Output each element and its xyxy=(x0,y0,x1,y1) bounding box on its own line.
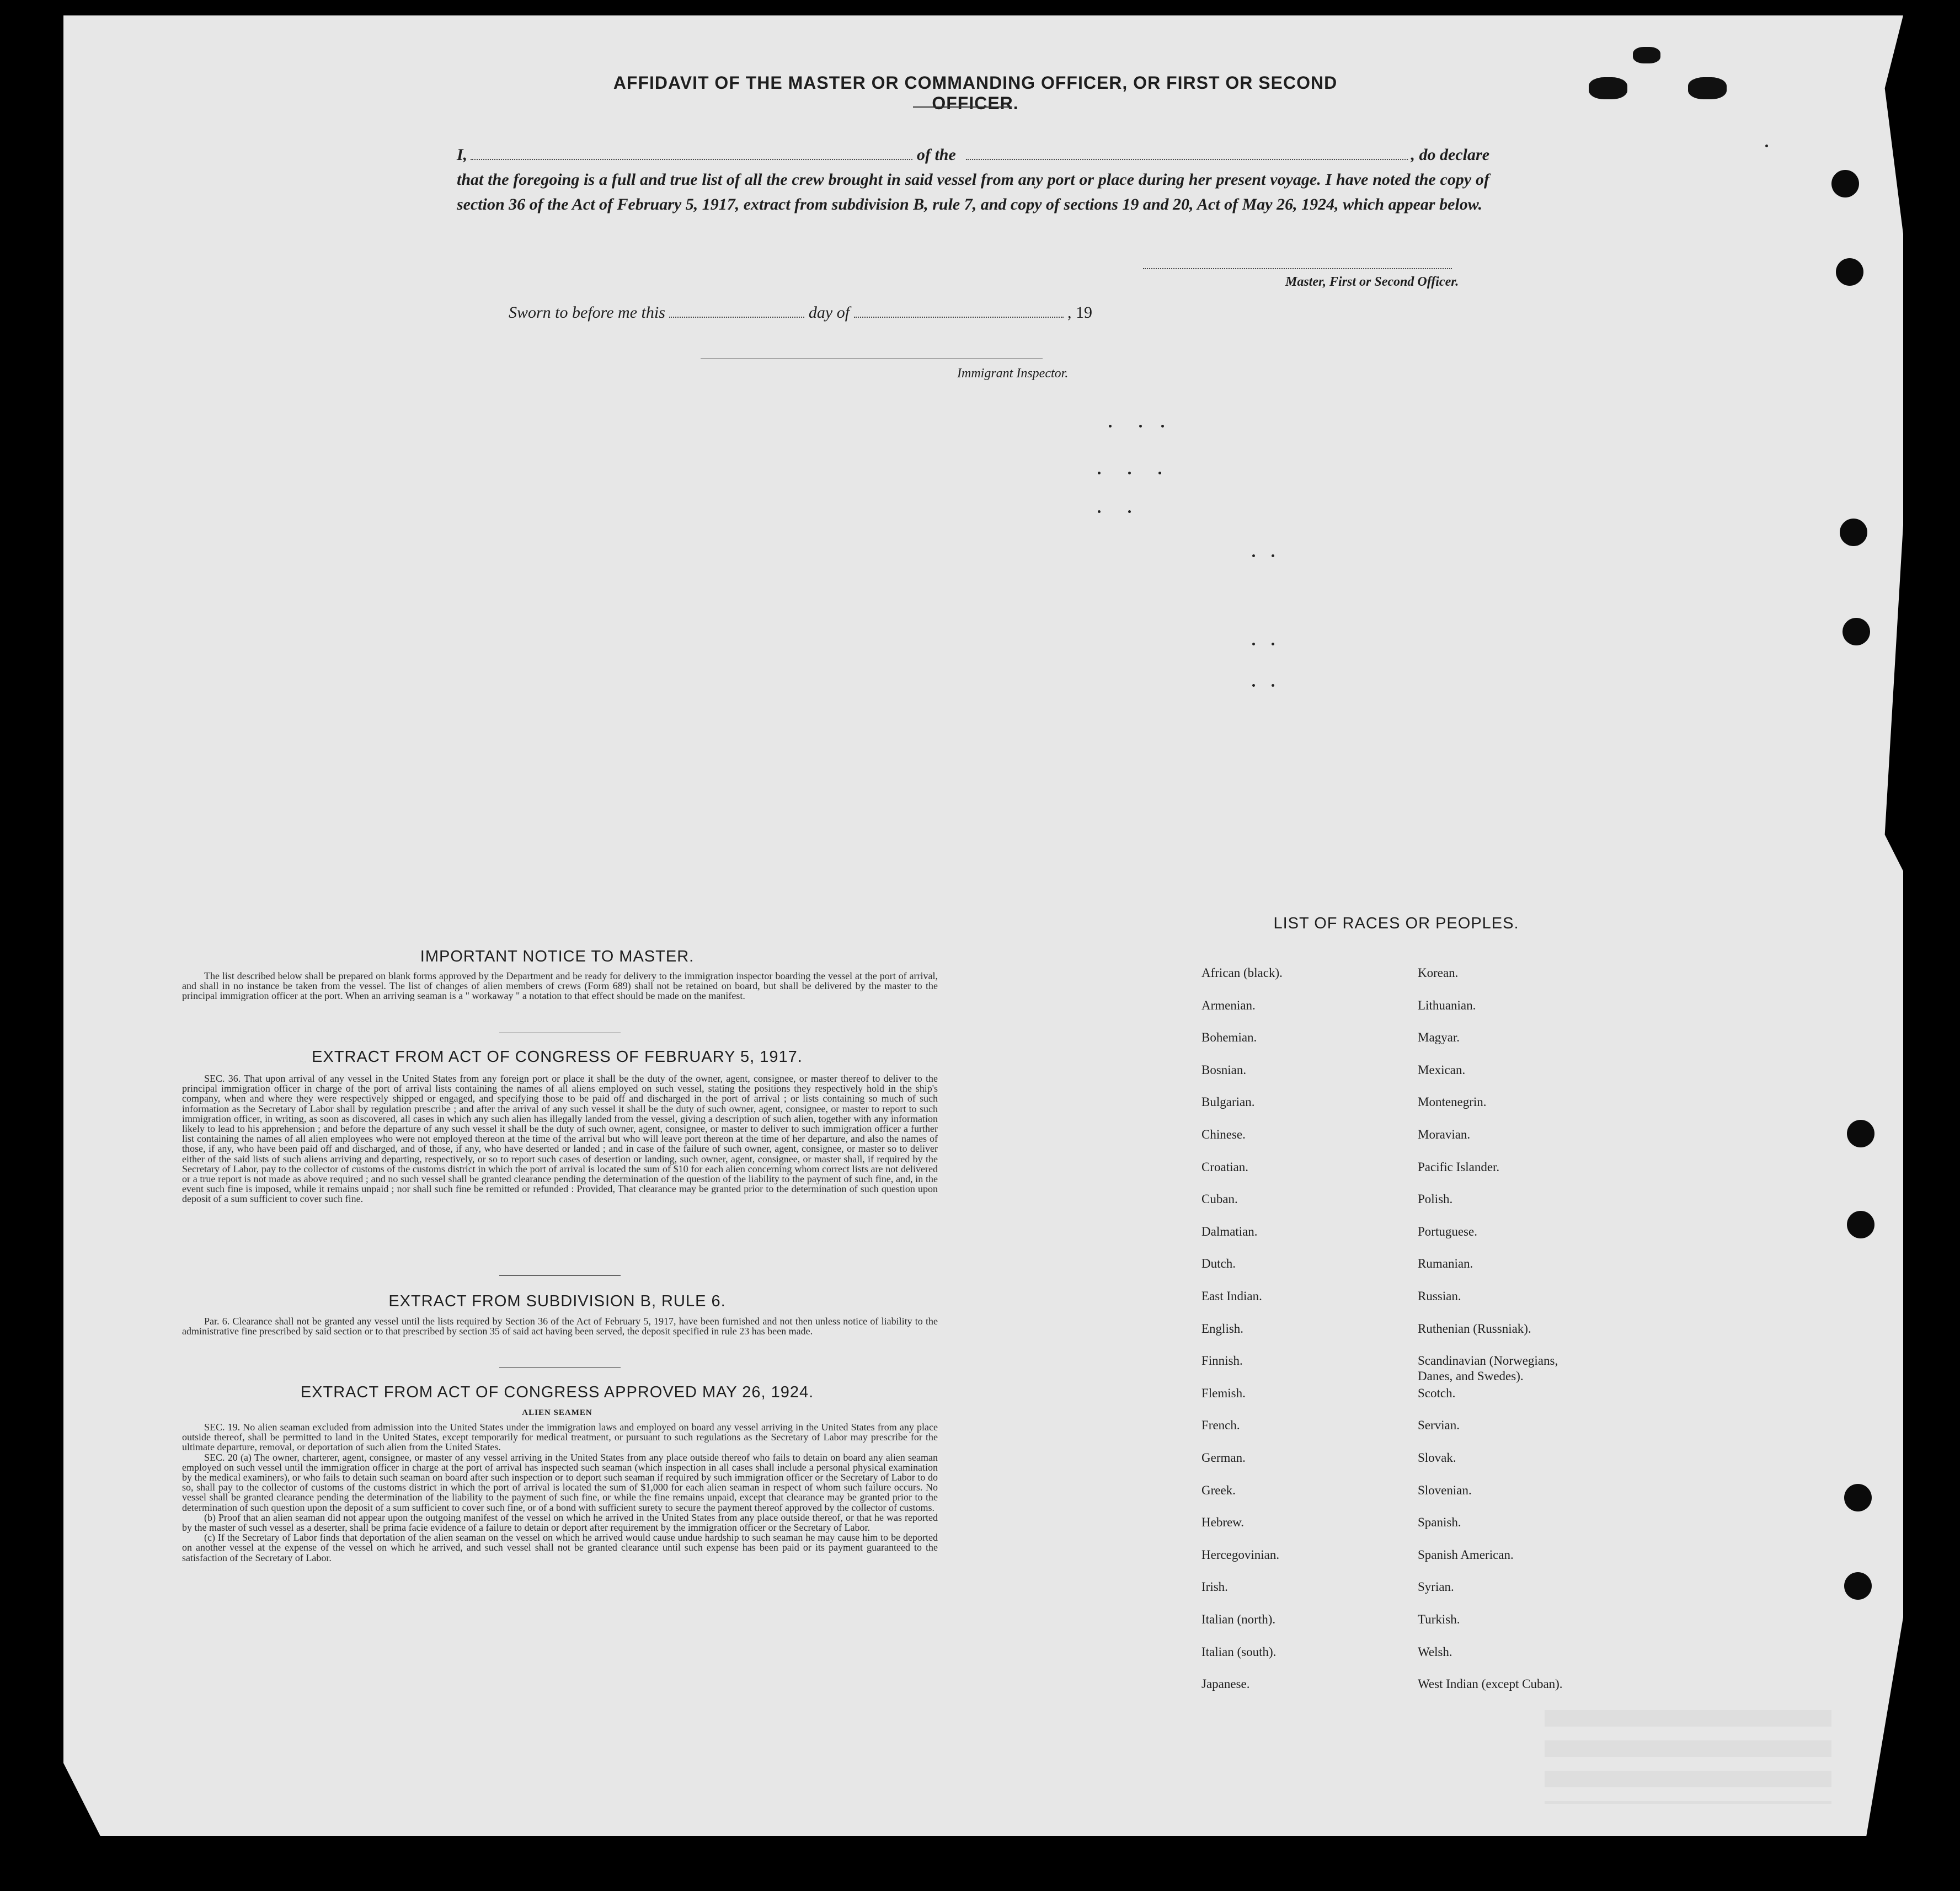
affidavit-title: AFFIDAVIT OF THE MASTER OR COMMANDING OFFICER, OR FIRST OR SECOND OFFICER. xyxy=(613,73,1338,113)
race-item: Spanish. xyxy=(1418,1515,1461,1530)
dot-mark xyxy=(1161,425,1164,428)
race-item: Rumanian. xyxy=(1418,1257,1473,1271)
race-item: Ruthenian (Russniak). xyxy=(1418,1321,1531,1336)
race-item: English. xyxy=(1201,1321,1244,1336)
race-item: Pacific Islander. xyxy=(1418,1160,1500,1174)
form-sheet xyxy=(63,15,1903,1836)
notice-paragraph: The list described below shall be prepared on blank forms approved by the Department and be ready for delivery to the immigration inspector boarding the vessel at the port of arrival, and shall in no instance be taken from the vessel. The list of changes of alien members of crews (Form 689) shall not be retained on board, but shall be delivered by the master to the principal immigration officer at the port. When an arriving seaman is a " workaway " a notation to that effect should be made on the manifest. xyxy=(182,970,938,1002)
sworn-day-blank[interactable] xyxy=(669,317,804,318)
dot-mark xyxy=(1252,643,1255,645)
torn-corner-mark xyxy=(1688,77,1727,99)
extract-1924-paragraph: SEC. 19. No alien seaman excluded from admission into the United States under the immigration laws and employed on board any vessel arriving in the United States from any place outside thereof, shall be permitted to land in the United States, except temporarily for medical treatment, or pursuant to such regulations as the Secretary of Labor may prescribe for the ultimate departure, removal, or deportation of such alien from the United States. xyxy=(182,1422,938,1453)
punch-hole xyxy=(1847,1211,1874,1238)
dot-mark xyxy=(1252,684,1255,687)
race-item: German. xyxy=(1201,1451,1246,1465)
race-item: Italian (south). xyxy=(1201,1644,1277,1659)
faint-stamp xyxy=(1545,1710,1831,1804)
race-item: French. xyxy=(1201,1418,1240,1433)
race-item: Bohemian. xyxy=(1201,1030,1257,1045)
extract-1924-title: EXTRACT FROM ACT OF CONGRESS APPROVED MAY 26, 1924. xyxy=(300,1383,814,1401)
vessel-blank[interactable] xyxy=(966,159,1408,160)
dot-mark xyxy=(1765,145,1768,147)
torn-corner-mark xyxy=(1589,77,1627,99)
race-item: Mexican. xyxy=(1418,1062,1466,1077)
dot-mark xyxy=(1272,643,1274,645)
races-list-title: LIST OF RACES OR PEOPLES. xyxy=(1273,915,1519,932)
race-item: Moravian. xyxy=(1418,1128,1471,1141)
title-underline xyxy=(913,106,1012,108)
race-item: Portuguese. xyxy=(1418,1224,1477,1238)
rule6-title: EXTRACT FROM SUBDIVISION B, RULE 6. xyxy=(388,1292,726,1310)
dot-mark xyxy=(1158,472,1161,474)
race-item: Scandinavian (Norwegians, Danes, and Swedes). xyxy=(1418,1354,1558,1383)
rule6-body xyxy=(182,1316,938,1336)
dot-mark xyxy=(1272,554,1274,557)
race-item: Scotch. xyxy=(1418,1386,1456,1400)
race-item: Slovenian. xyxy=(1418,1483,1472,1497)
race-item: Polish. xyxy=(1418,1192,1453,1206)
race-item: Syrian. xyxy=(1418,1580,1454,1594)
race-item: Montenegrin. xyxy=(1418,1095,1487,1109)
race-item: Irish. xyxy=(1201,1580,1228,1594)
race-item: Japanese. xyxy=(1201,1677,1250,1691)
race-item: Turkish. xyxy=(1418,1612,1460,1626)
race-item: Bosnian. xyxy=(1201,1062,1247,1077)
race-item: Greek. xyxy=(1201,1483,1236,1497)
year-suffix: , 19 xyxy=(1067,303,1093,322)
punch-hole xyxy=(1847,1120,1874,1147)
punch-hole xyxy=(1840,519,1867,546)
punch-hole xyxy=(1831,170,1859,197)
dot-mark xyxy=(1272,684,1274,687)
race-item: Spanish American. xyxy=(1418,1547,1514,1562)
extract-1917-body xyxy=(182,1073,938,1204)
affidavit-body: that the foregoing is a full and true list of all the crew brought in said vessel from any port or place during her present voyage. I have noted the copy of section 36 of the Act of February 5, 1917, extract from subdivision B, rule 7, and copy of sections 19 and 20, Act of May 26, 1924, which appear below. xyxy=(457,170,1489,213)
dot-mark xyxy=(1109,425,1112,428)
race-item: Bulgarian. xyxy=(1201,1095,1255,1109)
day-of-label: day of xyxy=(808,303,850,322)
affidavit-declaration xyxy=(457,142,1489,217)
dot-mark xyxy=(1098,472,1101,474)
race-item: Hebrew. xyxy=(1201,1515,1245,1530)
inspector-label: Immigrant Inspector. xyxy=(957,366,1069,381)
race-item: Dutch. xyxy=(1201,1257,1236,1271)
extract-1917-title: EXTRACT FROM ACT OF CONGRESS OF FEBRUARY 5, 1917. xyxy=(312,1048,803,1066)
extract-1917-paragraph: SEC. 36. That upon arrival of any vessel in the United States from any foreign port or place it shall be the duty of the owner, agent, consignee, or master thereof to deliver to the principal immigration officer in charge of the port of arrival lists containing the names of all aliens employed on such vessel, stating the positions they respectively hold in the ship's company, when and where they were respectively shipped or engaged, and specifying those to be paid off and discharged in the port of arrival ; or lists containing so much of such information as the Secretary of Labor shall by regulation prescribe ; and after the arrival of any such vessel it shall be the duty of such owner, agent, consignee, or master to report to such immigration officer, in writing, as soon as discovered, all cases in which any such alien has illegally landed from the vessel, giving a description of such alien, together with any information likely to lead to his apprehension ; and before the departure of any such vessel it shall be the duty of such owner, agent, consignee, or master to deliver to such immigration officer a further list containing the names of all alien employees who were not employed thereon at the time of the arrival but who will leave port thereon at the time of her departure, and also the names of those, if any, who have been paid off and discharged, and of those, if any, who have deserted or landed ; and in case of the failure of such owner, agent, consignee, or master so to deliver either of the said lists of such aliens arriving and departing, respectively, or so to report such cases of desertion or landing, such owner, agent, consignee, or master shall, if required by the Secretary of Labor, pay to the collector of customs of the customs district in which the port of arrival is located the sum of $10 for each alien concerning whom correct lists are not delivered or a true report is not made as above required ; and no such vessel shall be granted clearance pending the determination of the question of the liability to the payment of such fine, and, in the event such fine is imposed, while it remains unpaid ; nor shall such fine be remitted or refunded : Provided, That clearance may be granted prior to the determination of such question upon deposit of a sum sufficient to cover such fine. xyxy=(182,1073,938,1205)
torn-corner-mark xyxy=(1633,47,1660,63)
punch-hole xyxy=(1842,618,1870,645)
sworn-month-blank[interactable] xyxy=(854,317,1064,318)
dot-mark xyxy=(1098,510,1101,513)
race-item: Hercegovinian. xyxy=(1201,1547,1280,1562)
sworn-prefix: Sworn to before me this xyxy=(509,303,665,322)
extract-1924-body xyxy=(182,1422,938,1563)
rule6-paragraph: Par. 6. Clearance shall not be granted any vessel until the lists required by Section 36 of the Act of February 5, 1917, have been furnished and not then unless notice of liability to the administrative fine prescribed by said section or to that prescribed by section 35 of said act having been served, the deposit specified in rule 23 has been made. xyxy=(182,1316,938,1337)
do-declare-label: , do declare xyxy=(1411,146,1490,164)
race-item: Cuban. xyxy=(1201,1192,1238,1206)
race-item: Slovak. xyxy=(1418,1451,1456,1465)
dot-mark xyxy=(1128,510,1131,513)
alien-seamen-subtitle: ALIEN SEAMEN xyxy=(522,1408,592,1417)
punch-hole xyxy=(1844,1572,1872,1600)
affidavit-first-line xyxy=(457,142,1489,167)
sworn-statement xyxy=(509,303,1092,322)
race-item: Servian. xyxy=(1418,1418,1460,1433)
dot-mark xyxy=(1252,554,1255,557)
race-item: Croatian. xyxy=(1201,1160,1248,1174)
race-item: Russian. xyxy=(1418,1289,1461,1303)
race-item: East Indian. xyxy=(1201,1289,1262,1303)
extract-1924-paragraph: (c) If the Secretary of Labor finds that deportation of the alien seaman on the vessel on which he arrived would cause undue hardship to such seaman he may cause him to be deported on another vessel at the expense of the vessel on which he arrived, and such vessel shall not be granted clearance until such expense has been paid or its payment guaranteed to the satisfaction of the Secretary of Labor. xyxy=(182,1532,938,1563)
notice-body xyxy=(182,971,938,1001)
race-item: Lithuanian. xyxy=(1418,998,1476,1012)
dot-mark xyxy=(1128,472,1131,474)
race-item: Italian (north). xyxy=(1201,1612,1276,1626)
race-item: Finnish. xyxy=(1201,1354,1243,1368)
race-item: African (black). xyxy=(1201,966,1283,980)
punch-hole xyxy=(1844,1484,1872,1511)
of-the-label: of the xyxy=(916,146,956,164)
i-label: I, xyxy=(457,146,468,164)
name-blank[interactable] xyxy=(471,159,912,160)
race-item: West Indian (except Cuban). xyxy=(1418,1677,1563,1691)
notice-title: IMPORTANT NOTICE TO MASTER. xyxy=(420,948,695,965)
race-item: Magyar. xyxy=(1418,1030,1460,1045)
race-item: Flemish. xyxy=(1201,1386,1246,1400)
race-item: Korean. xyxy=(1418,966,1459,980)
punch-hole xyxy=(1836,258,1863,286)
extract-1924-paragraph: SEC. 20 (a) The owner, charterer, agent, consignee, or master of any vessel arriving in the United States from any place outside thereof who fails to detain on board any alien seaman employed on such vessel until the immigration officer in charge at the port of arrival has inspected such seaman (which inspection in all cases shall include a personal physical examination by the medical examiners), or who fails to detain such seaman on board after such inspection or to deport such seaman if required by such immigration officer or the Secretary of Labor to do so, shall pay to the collector of customs of the customs district in which the port of arrival is located the sum of $1,000 for each alien seaman in respect of whom such failure occurs. No vessel shall be granted clearance pending the determination of the liability to the payment of such fine, or while the fine remains unpaid, except that clearance may be granted prior to the determination of such question upon the deposit of a sum sufficient to cover such fine, or of a bond with sufficient surety to secure the payment thereof approved by the collector of customs. xyxy=(182,1451,938,1513)
race-item: Welsh. xyxy=(1418,1644,1452,1659)
signature-line[interactable] xyxy=(1143,268,1452,269)
race-item: Armenian. xyxy=(1201,998,1256,1012)
race-item: Dalmatian. xyxy=(1201,1224,1258,1238)
extract-1924-paragraph: (b) Proof that an alien seaman did not appear upon the outgoing manifest of the vessel on which he arrived in the United States from any place outside thereof, or that he was reported by the master of such vessel as a deserter, shall be prima facie evidence of a failure to detain or deport after requirement by the immigration officer or the Secretary of Labor. xyxy=(182,1511,938,1534)
dot-mark xyxy=(1139,425,1142,428)
section-divider xyxy=(499,1275,621,1276)
race-item: Chinese. xyxy=(1201,1128,1246,1141)
signature-label: Master, First or Second Officer. xyxy=(1285,275,1459,289)
